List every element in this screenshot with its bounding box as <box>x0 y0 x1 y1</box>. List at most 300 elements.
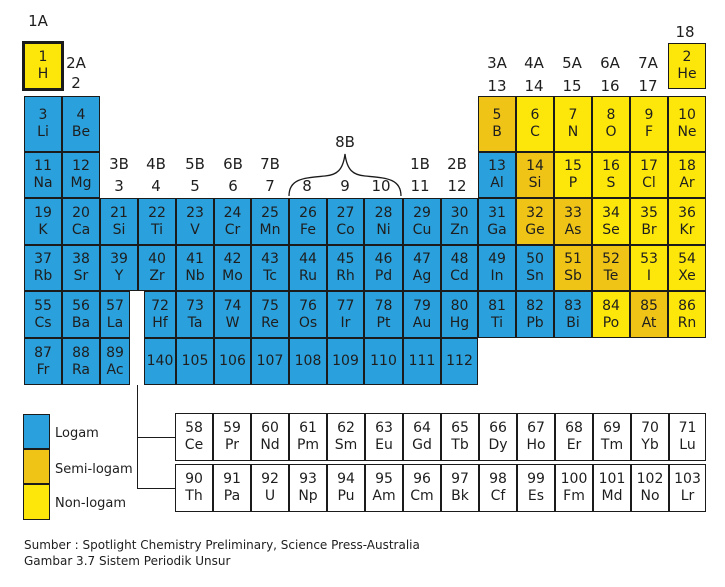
element-symbol: Ga <box>487 221 507 238</box>
atomic-number: 54 <box>678 251 696 267</box>
atomic-number: 24 <box>223 204 242 221</box>
element-al <box>478 152 516 198</box>
atomic-number: 28 <box>374 204 393 221</box>
group-label-14: 14 <box>524 77 544 95</box>
element-ag <box>403 245 441 291</box>
element-symbol: Ir <box>340 314 351 331</box>
element-symbol: Pr <box>225 437 239 453</box>
element-pd <box>364 245 403 291</box>
atomic-number: 87 <box>34 344 52 361</box>
atomic-number: 69 <box>603 420 621 436</box>
atomic-number: 96 <box>413 471 431 487</box>
atomic-number: 19 <box>34 204 52 221</box>
lanthanide-pm <box>289 413 327 461</box>
element-po <box>592 291 630 338</box>
atomic-number: 107 <box>256 353 284 369</box>
element-se <box>592 198 630 245</box>
atomic-number: 68 <box>565 420 583 436</box>
element-te <box>592 245 630 291</box>
element-symbol: Sn <box>526 268 544 284</box>
atomic-number: 8 <box>606 107 616 123</box>
element-as <box>554 198 592 245</box>
element-symbol: Li <box>37 124 49 140</box>
element-k <box>24 198 62 245</box>
element-symbol: H <box>37 66 49 82</box>
element-cl <box>630 152 668 198</box>
atomic-number: 71 <box>678 420 697 436</box>
atomic-number: 2 <box>682 49 692 65</box>
group-label-8b: 8B <box>335 133 355 151</box>
element-mo <box>214 245 251 291</box>
element-symbol: Tc <box>263 268 277 284</box>
actinide-fm <box>555 464 593 512</box>
element-ti <box>478 291 516 338</box>
atomic-number: 79 <box>413 297 431 314</box>
group-label-15: 15 <box>562 77 582 95</box>
element-symbol: Ce <box>184 437 204 453</box>
element-symbol: W <box>225 314 240 331</box>
atomic-number: 94 <box>337 471 355 487</box>
element-symbol: Rn <box>677 314 697 331</box>
group-label-9: 9 <box>340 177 350 195</box>
lanthanide-yb <box>631 413 669 461</box>
atomic-number: 22 <box>148 204 166 221</box>
atomic-number: 101 <box>598 471 626 487</box>
atomic-number: 51 <box>564 251 582 267</box>
atomic-number: 97 <box>451 471 469 487</box>
element-symbol: I <box>646 268 652 284</box>
element-cr <box>214 198 251 245</box>
atomic-number: 34 <box>602 204 620 221</box>
element-ac <box>100 338 130 385</box>
element-symbol: Zr <box>149 268 165 284</box>
group-label-1a: 1A <box>28 12 48 30</box>
atomic-number: 77 <box>336 297 355 314</box>
atomic-number: 58 <box>185 420 203 436</box>
lanthanide-eu <box>365 413 403 461</box>
element-symbol: Ge <box>525 221 545 238</box>
element-symbol: Cr <box>224 221 241 238</box>
element-symbol: Pb <box>526 314 544 331</box>
group-label-6: 6 <box>228 177 238 195</box>
element-ra <box>62 338 100 385</box>
element-symbol: Re <box>261 314 279 331</box>
element-112 <box>441 338 478 385</box>
group-label-2b: 2B <box>447 155 467 173</box>
atomic-number: 73 <box>186 297 204 314</box>
group-label-11: 11 <box>410 177 430 195</box>
atomic-number: 85 <box>640 297 658 314</box>
group-label-6a: 6A <box>600 54 620 72</box>
legend-semimetal-label: Semi-logam <box>55 462 133 477</box>
element-symbol: Te <box>603 268 619 284</box>
actinide-th <box>175 464 213 512</box>
legend-metal-label: Logam <box>55 426 99 441</box>
element-ba <box>62 291 100 338</box>
atomic-number: 59 <box>223 420 241 436</box>
element-symbol: Na <box>33 175 53 191</box>
element-ar <box>668 152 706 198</box>
element-symbol: Be <box>71 124 91 140</box>
element-symbol: Co <box>336 221 355 238</box>
actinide-am <box>365 464 403 512</box>
actinide-es <box>517 464 555 512</box>
legend-nonmetal-label: Non-logam <box>55 496 127 511</box>
element-symbol: At <box>641 314 657 331</box>
element-symbol: Po <box>602 314 620 331</box>
element-rh <box>327 245 364 291</box>
element-xe <box>668 245 706 291</box>
group-label-5a: 5A <box>562 54 582 72</box>
atomic-number: 47 <box>413 251 431 267</box>
atomic-number: 67 <box>527 420 545 436</box>
element-symbol: Nd <box>260 437 280 453</box>
element-symbol: Si <box>112 221 126 238</box>
element-symbol: B <box>492 124 502 140</box>
atomic-number: 5 <box>492 107 502 123</box>
element-la <box>100 291 130 338</box>
atomic-number: 6 <box>530 107 540 123</box>
atomic-number: 93 <box>299 471 317 487</box>
element-fe <box>289 198 327 245</box>
element-c <box>516 96 554 152</box>
atomic-number: 76 <box>299 297 317 314</box>
actinide-np <box>289 464 327 512</box>
atomic-number: 95 <box>375 471 393 487</box>
element-ni <box>364 198 403 245</box>
element-symbol: Lu <box>679 437 696 453</box>
element-pb <box>516 291 554 338</box>
group-label-17: 17 <box>638 77 658 95</box>
element-symbol: Np <box>298 488 318 504</box>
element-symbol: P <box>568 175 578 191</box>
element-cu <box>403 198 441 245</box>
atomic-number: 14 <box>526 158 544 174</box>
atomic-number: 82 <box>526 297 544 314</box>
group-label-18: 18 <box>675 23 695 41</box>
element-y <box>100 245 138 291</box>
actinide-no <box>631 464 669 512</box>
element-symbol: Kr <box>679 221 695 238</box>
element-symbol: Sr <box>73 268 89 284</box>
lanthanide-gd <box>403 413 441 461</box>
group-label-10: 10 <box>371 177 391 195</box>
element-co <box>327 198 364 245</box>
group-label-7: 7 <box>265 177 275 195</box>
element-symbol: Dy <box>488 437 508 453</box>
element-rb <box>24 245 62 291</box>
element-be <box>62 96 100 152</box>
element-si <box>100 198 138 245</box>
element-symbol: Tb <box>451 437 469 453</box>
group-label-12: 12 <box>447 177 467 195</box>
element-sb <box>554 245 592 291</box>
atomic-number: 21 <box>110 204 128 221</box>
actinide-lr <box>669 464 706 512</box>
element-symbol: Al <box>490 175 504 191</box>
f-block-connector-actinide <box>137 488 175 489</box>
atomic-number: 91 <box>223 471 241 487</box>
lanthanide-sm <box>327 413 365 461</box>
element-mg <box>62 152 100 198</box>
element-symbol: Tm <box>600 437 624 453</box>
element-b <box>478 96 516 152</box>
element-symbol: Cm <box>410 488 434 504</box>
atomic-number: 25 <box>261 204 279 221</box>
atomic-number: 63 <box>375 420 393 436</box>
element-symbol: Cf <box>490 488 506 504</box>
element-110 <box>364 338 403 385</box>
element-111 <box>403 338 441 385</box>
legend-semimetal-swatch <box>23 449 50 484</box>
legend-metal-swatch <box>23 414 50 449</box>
element-hg <box>441 291 478 338</box>
element-symbol: C <box>530 124 540 140</box>
atomic-number: 20 <box>72 204 90 221</box>
element-li <box>24 96 62 152</box>
element-symbol: Zn <box>450 221 469 238</box>
element-n <box>554 96 592 152</box>
element-symbol: Pt <box>376 314 391 331</box>
atomic-number: 52 <box>602 251 620 267</box>
actinide-md <box>593 464 631 512</box>
element-symbol: Er <box>566 437 582 453</box>
element-symbol: N <box>567 124 579 140</box>
atomic-number: 60 <box>261 420 279 436</box>
element-he <box>668 43 706 89</box>
atomic-number: 89 <box>106 344 124 361</box>
group-label-3a: 3A <box>487 54 507 72</box>
lanthanide-pr <box>213 413 251 461</box>
atomic-number: 45 <box>336 251 355 267</box>
element-ca <box>62 198 100 245</box>
atomic-number: 99 <box>527 471 545 487</box>
lanthanide-ce <box>175 413 213 461</box>
atomic-number: 88 <box>72 344 90 361</box>
element-symbol: Xe <box>678 268 696 284</box>
element-symbol: Se <box>602 221 620 238</box>
atomic-number: 11 <box>34 158 52 174</box>
group-label-6b: 6B <box>223 155 243 173</box>
element-symbol: Cd <box>450 268 469 284</box>
lanthanide-dy <box>479 413 517 461</box>
element-re <box>251 291 289 338</box>
atomic-number: 10 <box>678 107 696 123</box>
atomic-number: 48 <box>450 251 469 267</box>
element-symbol: Au <box>412 314 432 331</box>
atomic-number: 102 <box>636 471 664 487</box>
caption-figure: Gambar 3.7 Sistem Periodik Unsur <box>24 554 231 568</box>
atomic-number: 92 <box>261 471 279 487</box>
actinide-pa <box>213 464 251 512</box>
element-symbol: Hf <box>152 314 168 331</box>
element-108 <box>289 338 327 385</box>
element-cd <box>441 245 478 291</box>
element-symbol: Fm <box>563 488 585 504</box>
group-label-3: 3 <box>114 177 124 195</box>
atomic-number: 83 <box>564 297 582 314</box>
element-107 <box>251 338 289 385</box>
atomic-number: 55 <box>34 297 52 314</box>
element-140 <box>144 338 176 385</box>
atomic-number: 15 <box>564 158 582 174</box>
element-symbol: O <box>605 124 617 140</box>
atomic-number: 17 <box>640 158 658 174</box>
atomic-number: 46 <box>374 251 393 267</box>
element-symbol: Pm <box>296 437 320 453</box>
element-zn <box>441 198 478 245</box>
atomic-number: 90 <box>185 471 203 487</box>
atomic-number: 40 <box>148 251 166 267</box>
atomic-number: 4 <box>76 107 86 123</box>
actinide-cf <box>479 464 517 512</box>
element-symbol: S <box>606 175 616 191</box>
element-symbol: Ac <box>106 361 124 378</box>
group-label-5: 5 <box>190 177 200 195</box>
element-symbol: In <box>490 268 504 284</box>
element-symbol: Y <box>114 268 124 284</box>
element-symbol: Ni <box>376 221 391 238</box>
element-symbol: K <box>38 221 48 238</box>
atomic-number: 29 <box>413 204 431 221</box>
element-symbol: U <box>264 488 276 504</box>
atomic-number: 32 <box>526 204 544 221</box>
element-tc <box>251 245 289 291</box>
atomic-number: 66 <box>489 420 507 436</box>
element-i <box>630 245 668 291</box>
element-sn <box>516 245 554 291</box>
atomic-number: 26 <box>299 204 317 221</box>
element-symbol: Os <box>298 314 318 331</box>
atomic-number: 38 <box>72 251 90 267</box>
atomic-number: 42 <box>223 251 242 267</box>
caption-source: Sumber : Spotlight Chemistry Preliminary, Science Press-Australia <box>24 538 420 552</box>
atomic-number: 64 <box>413 420 431 436</box>
element-o <box>592 96 630 152</box>
element-bi <box>554 291 592 338</box>
atomic-number: 70 <box>641 420 659 436</box>
element-symbol: Am <box>372 488 396 504</box>
atomic-number: 43 <box>261 251 279 267</box>
group-label-4b: 4B <box>146 155 166 173</box>
element-au <box>403 291 441 338</box>
atomic-number: 106 <box>219 353 246 369</box>
element-p <box>554 152 592 198</box>
element-symbol: Sm <box>334 437 358 453</box>
element-symbol: Ra <box>72 361 90 378</box>
element-symbol: Ta <box>187 314 203 331</box>
element-symbol: La <box>106 314 124 331</box>
element-br <box>630 198 668 245</box>
element-ne <box>668 96 706 152</box>
atomic-number: 1 <box>38 49 48 65</box>
element-f <box>630 96 668 152</box>
atomic-number: 75 <box>261 297 279 314</box>
group-label-13: 13 <box>487 77 507 95</box>
element-ti <box>138 198 176 245</box>
element-h <box>24 43 62 89</box>
atomic-number: 111 <box>408 353 436 369</box>
element-symbol: Nb <box>185 268 205 284</box>
element-symbol: Bi <box>566 314 580 331</box>
element-ga <box>478 198 516 245</box>
atomic-number: 53 <box>640 251 658 267</box>
element-symbol: Bk <box>451 488 469 504</box>
atomic-number: 84 <box>602 297 620 314</box>
atomic-number: 49 <box>488 251 506 267</box>
group-label-3b: 3B <box>109 155 129 173</box>
atomic-number: 103 <box>674 471 701 487</box>
group-label-1b: 1B <box>410 155 430 173</box>
element-symbol: Pa <box>223 488 241 504</box>
element-105 <box>176 338 214 385</box>
element-ge <box>516 198 554 245</box>
group-label-4a: 4A <box>524 54 544 72</box>
atomic-number: 105 <box>181 353 209 369</box>
element-symbol: As <box>564 221 582 238</box>
atomic-number: 18 <box>678 158 696 174</box>
element-na <box>24 152 62 198</box>
element-symbol: Hg <box>449 314 470 331</box>
element-symbol: Ba <box>71 314 91 331</box>
atomic-number: 74 <box>223 297 242 314</box>
f-block-connector-lanthanide <box>137 437 175 438</box>
element-symbol: Fe <box>300 221 316 238</box>
element-symbol: Ca <box>71 221 91 238</box>
atomic-number: 35 <box>640 204 658 221</box>
atomic-number: 72 <box>151 297 169 314</box>
atomic-number: 140 <box>146 353 174 369</box>
atomic-number: 31 <box>488 204 506 221</box>
lanthanide-lu <box>669 413 706 461</box>
element-106 <box>214 338 251 385</box>
group-label-16: 16 <box>600 77 620 95</box>
atomic-number: 36 <box>678 204 696 221</box>
atomic-number: 61 <box>299 420 317 436</box>
atomic-number: 9 <box>644 107 654 123</box>
element-symbol: Rb <box>33 268 53 284</box>
element-symbol: Eu <box>375 437 393 453</box>
element-symbol: Ho <box>526 437 546 453</box>
group-label-2: 2 <box>71 74 81 92</box>
element-symbol: Mg <box>70 175 92 191</box>
element-symbol: Ag <box>412 268 432 284</box>
lanthanide-er <box>555 413 593 461</box>
element-pt <box>364 291 403 338</box>
element-symbol: Fr <box>36 361 50 378</box>
element-s <box>592 152 630 198</box>
element-symbol: F <box>644 124 654 140</box>
group-label-8: 8 <box>302 177 312 195</box>
atomic-number: 81 <box>488 297 506 314</box>
atomic-number: 98 <box>489 471 507 487</box>
atomic-number: 86 <box>678 297 696 314</box>
group-label-7b: 7B <box>260 155 280 173</box>
element-rn <box>668 291 706 338</box>
element-ru <box>289 245 327 291</box>
lanthanide-tm <box>593 413 631 461</box>
element-fr <box>24 338 62 385</box>
element-symbol: Lr <box>680 488 695 504</box>
element-symbol: Rh <box>336 268 355 284</box>
element-symbol: Ne <box>677 124 697 140</box>
lanthanide-nd <box>251 413 289 461</box>
element-symbol: Cu <box>412 221 432 238</box>
atomic-number: 30 <box>450 204 469 221</box>
element-109 <box>327 338 364 385</box>
element-kr <box>668 198 706 245</box>
element-symbol: Es <box>527 488 545 504</box>
